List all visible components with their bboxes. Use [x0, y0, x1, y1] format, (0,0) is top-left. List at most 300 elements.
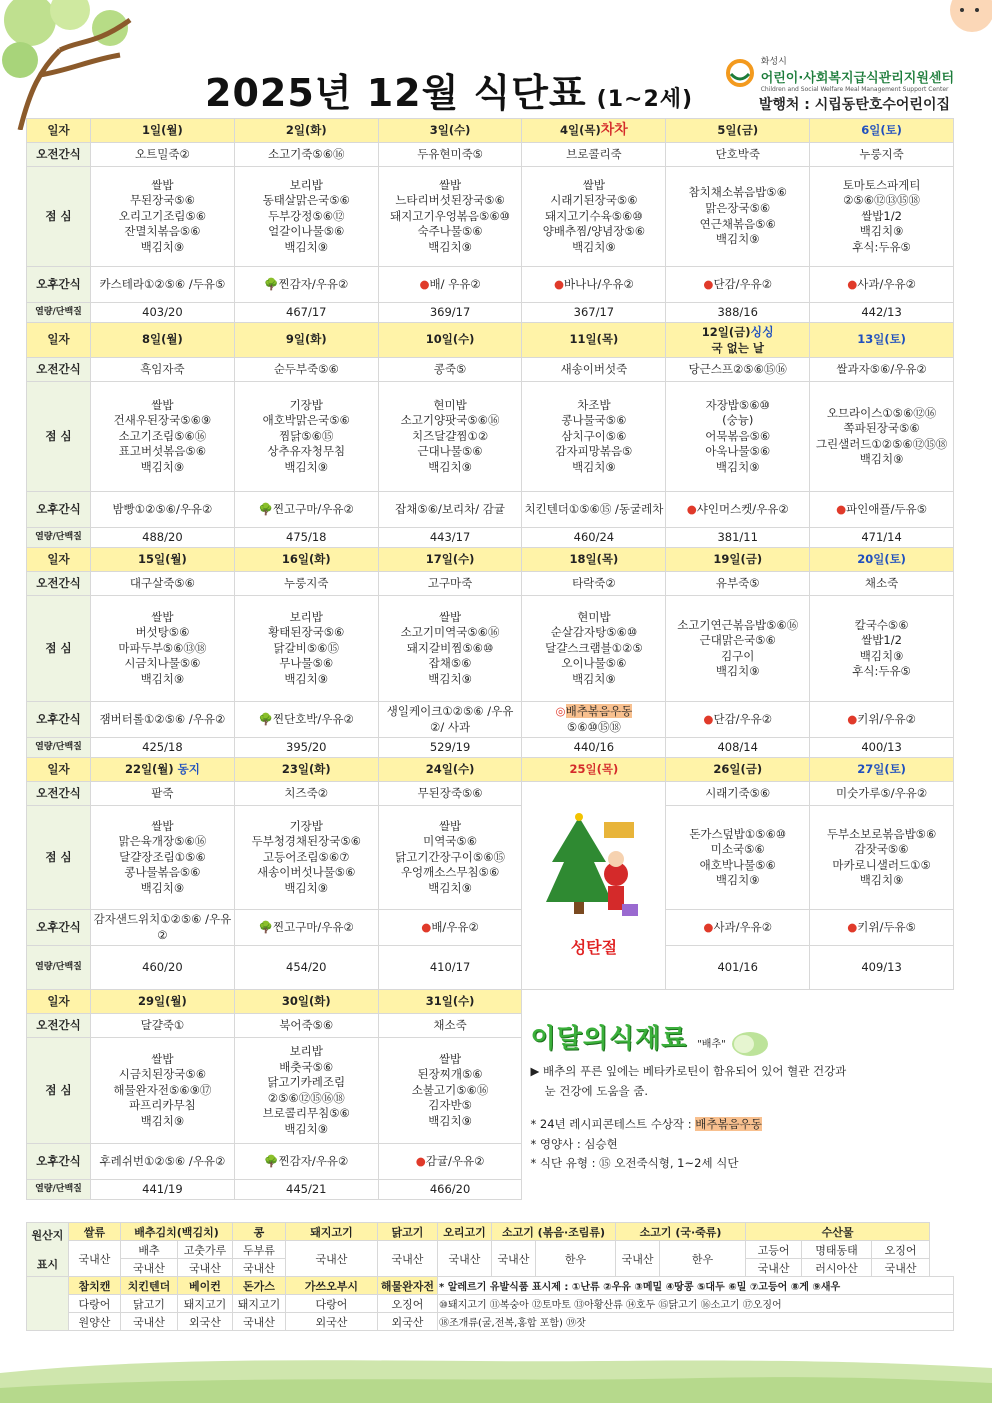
- energy-protein: 425/18: [91, 738, 235, 758]
- lunch-item: 맑은육개장⑤⑥⑯: [118, 834, 207, 849]
- lunch-item: 백김치⑨: [715, 232, 760, 247]
- lunch-item: 백김치⑨: [859, 648, 904, 663]
- lunch-item: 마파두부⑤⑥⑬⑱: [118, 640, 207, 655]
- day-date: 11일(목): [569, 332, 619, 347]
- origin-value: 외국산: [286, 1313, 378, 1331]
- lunch-menu: [234, 806, 378, 910]
- lunch-item: 브로콜리무침⑤⑥: [262, 1106, 350, 1121]
- lunch-item: 애호박맑은국⑤⑥: [262, 413, 350, 428]
- menu-table: [26, 118, 954, 1200]
- lunch-item: 감잣국⑤⑥: [854, 842, 909, 857]
- pm-snack-text: 찐고구마/우유②: [272, 501, 354, 516]
- am-snack: 고구마죽: [378, 572, 522, 596]
- origin-value: 국내산: [438, 1241, 492, 1277]
- day-date: 22일(월): [124, 761, 174, 776]
- lunch-item: 보리밥: [289, 177, 323, 192]
- lunch-item: 어묵볶음⑤⑥: [705, 428, 771, 443]
- no-soup-note: 국 없는 날: [711, 340, 764, 355]
- am-snack: 소고기죽⑤⑥⑯: [234, 143, 378, 167]
- pm-snack: [666, 267, 810, 303]
- lunch-item: 돼지갈비찜⑤⑥⑩: [406, 640, 494, 655]
- lunch-item: 백김치⑨: [428, 671, 472, 686]
- origin-table: [26, 1222, 954, 1331]
- lunch-item: 근대맑은국⑤⑥: [699, 633, 776, 648]
- day-header: [810, 758, 954, 782]
- energy-protein: 467/17: [234, 303, 378, 323]
- day-row: [27, 548, 954, 572]
- energy-protein: 381/11: [666, 528, 810, 548]
- lunch-item: 백김치⑨: [140, 671, 185, 686]
- am-snack: 팥죽: [91, 782, 235, 806]
- day-header: [378, 758, 522, 782]
- row-label: 열량/단백질: [27, 946, 91, 990]
- origin-value: 고춧가루: [178, 1241, 233, 1259]
- day-date: 31일(수): [425, 993, 475, 1008]
- pm-snack: [666, 910, 810, 946]
- energy-protein: 460/24: [522, 528, 666, 548]
- pm-snack: [810, 492, 954, 528]
- menu-type: * 식단 유형 : ⑮ 오전죽식형, 1~2세 식단: [530, 1156, 739, 1171]
- day-header: [810, 119, 954, 143]
- lunch-item: 보리밥: [289, 609, 323, 624]
- day-header: [234, 119, 378, 143]
- energy-protein: 367/17: [522, 303, 666, 323]
- lunch-item: 두부청경채된장국⑤⑥: [251, 834, 361, 849]
- lunch-item: 오이나물⑤⑥: [561, 656, 627, 671]
- day-header: [810, 323, 954, 358]
- origin-value: 국내산: [378, 1241, 438, 1277]
- pm-snack: [666, 492, 810, 528]
- lunch-menu: [810, 806, 954, 910]
- lunch-item: 백김치⑨: [284, 459, 329, 474]
- lunch-menu: [91, 1038, 235, 1144]
- lunch-item: 연근채볶음⑤⑥: [699, 216, 776, 231]
- lunch-row: [27, 596, 954, 702]
- lunch-item: 달걀장조림①⑤⑥: [119, 849, 206, 864]
- origin-head: 소고기 (볶음·조림류): [492, 1223, 616, 1241]
- lunch-item: 백김치⑨: [715, 664, 760, 679]
- origin-side1: 원산지: [31, 1229, 64, 1242]
- fruit-icon: ●: [847, 711, 858, 726]
- row-label: 일자: [27, 548, 91, 572]
- energy-protein: 466/20: [378, 1180, 522, 1200]
- origin-value: 국내산: [121, 1259, 178, 1277]
- day-header: [666, 990, 810, 1014]
- lunch-item: ②⑤⑥⑫⑮⑯⑱: [267, 1090, 345, 1105]
- origin-value: 국내산: [233, 1313, 286, 1331]
- pm-snack-text: 키위/두유⑤: [857, 919, 916, 934]
- day-header: [234, 323, 378, 358]
- row-label: 오후간식: [27, 702, 91, 738]
- fruit-icon: ●: [847, 276, 858, 291]
- pm-snack: [810, 267, 954, 303]
- row-label: 일자: [27, 323, 91, 358]
- allergy-note: ⑩돼지고기 ⑪복숭아 ⑫토마토 ⑬아황산류 ⑭호두 ⑮닭고기 ⑯소고기 ⑰오징어: [438, 1295, 954, 1313]
- energy-protein: 409/13: [810, 946, 954, 990]
- origin-value: 국내산: [492, 1241, 536, 1277]
- row-label: 열량/단백질: [27, 1180, 91, 1200]
- row-label: 점 심: [27, 167, 91, 267]
- origin-side2: 표시: [36, 1258, 59, 1271]
- am-snack: 무된장죽⑤⑥: [378, 782, 522, 806]
- day-header: [666, 548, 810, 572]
- day-header: [378, 119, 522, 143]
- award-line: [530, 1115, 951, 1135]
- broccoli-icon: 🌳: [258, 919, 273, 934]
- pm-snack-text: 치킨텐더①⑤⑥⑮ /동굴레차: [524, 501, 664, 516]
- am-snack: 달걀죽①: [91, 1014, 235, 1038]
- lunch-item: 차조밥: [577, 397, 611, 412]
- pm-snack: [378, 910, 522, 946]
- award-prefix: * 24년 레시피콘테스트 수상작 :: [530, 1117, 696, 1132]
- origin-head: 치킨텐더: [121, 1277, 178, 1295]
- lunch-item: 돈가스덮밥①⑤⑥⑩: [689, 826, 787, 841]
- day-date: 27일(토): [857, 761, 906, 776]
- day-date: 1일(월): [142, 122, 183, 137]
- day-row: [27, 119, 954, 143]
- lunch-item: 백김치⑨: [859, 873, 904, 888]
- origin-head: 쌀류: [69, 1223, 121, 1241]
- lunch-item: 쌀밥: [151, 397, 174, 412]
- day-header: [91, 323, 235, 358]
- energy-protein: 443/17: [378, 528, 522, 548]
- day-date: 12일(금): [701, 325, 751, 339]
- lunch-item: 쪽파된장국⑤⑥: [843, 421, 920, 436]
- day-header: [522, 323, 666, 358]
- lunch-item: 백김치⑨: [284, 671, 329, 686]
- lunch-item: 현미밥: [433, 397, 467, 412]
- row-label: 점 심: [27, 596, 91, 702]
- pm-snack-text: 감자샌드위치①②⑤⑥ /우유②: [93, 912, 232, 942]
- pm-snack: [378, 702, 522, 738]
- pm-snack-text: 잡채⑤⑥/보리차/ 감귤: [395, 501, 505, 516]
- row-label: 열량/단백질: [27, 303, 91, 323]
- lunch-item: 무된장국⑤⑥: [129, 193, 195, 208]
- day-header: [810, 990, 954, 1014]
- pm-snack-text: 배/우유②: [431, 919, 479, 934]
- day-header: [666, 323, 810, 358]
- holiday-label: 성탄절: [570, 937, 618, 957]
- lunch-item: 칼국수⑤⑥: [854, 617, 909, 632]
- day-date: 17일(수): [425, 551, 475, 566]
- origin-value: 한우: [660, 1241, 746, 1277]
- fruit-icon: ●: [847, 919, 858, 934]
- day-date: 18일(목): [569, 551, 619, 566]
- lunch-item: 새송이버섯나물⑤⑥: [257, 865, 356, 880]
- origin-value: 러시아산: [802, 1259, 872, 1277]
- am-snack-row: [27, 358, 954, 382]
- monthly-ingredient-panel: [522, 1014, 954, 1200]
- lunch-item: 애호박나물⑤⑥: [699, 857, 776, 872]
- am-snack: 누룽지죽: [234, 572, 378, 596]
- header: [0, 50, 992, 120]
- day-date: 3일(수): [429, 122, 471, 137]
- origin-value: 명태동태: [802, 1241, 872, 1259]
- origin-value: 두부류: [233, 1241, 286, 1259]
- lunch-menu: [91, 167, 235, 267]
- lunch-item: 상추유자청무침: [267, 444, 346, 459]
- pm-snack-text: 샤인머스켓/우유②: [696, 501, 789, 516]
- lunch-item: 쌀밥: [151, 609, 174, 624]
- energy-protein: 395/20: [234, 738, 378, 758]
- ingredient-title: 이달의식재료: [530, 1023, 688, 1054]
- lunch-item: 참치채소볶음밥⑤⑥: [688, 185, 787, 200]
- org-city: 화성시: [760, 57, 787, 67]
- lunch-item: 돼지고기수육⑤⑥⑩: [545, 208, 643, 223]
- energy-protein: 488/20: [91, 528, 235, 548]
- day-header: [522, 758, 666, 782]
- lunch-item: 닭고기카레조림: [267, 1075, 346, 1090]
- lunch-item: 버섯탕⑤⑥: [135, 625, 190, 640]
- pm-snack-row: [27, 267, 954, 303]
- broccoli-icon: 🌳: [258, 501, 273, 516]
- lunch-item: 쌀밥: [151, 177, 174, 192]
- row-label: 점 심: [27, 806, 91, 910]
- origin-value: 외국산: [178, 1313, 233, 1331]
- lunch-item: 백김치⑨: [428, 239, 472, 254]
- lunch-item: 감자피망볶음⑤: [555, 444, 633, 459]
- lunch-item: 소고기연근볶음밥⑤⑥⑯: [677, 617, 799, 632]
- lunch-item: 쌀밥1/2: [861, 633, 902, 648]
- lunch-item: 우엉깨소스무침⑤⑥: [400, 865, 500, 880]
- am-snack: 시래기죽⑤⑥: [666, 782, 810, 806]
- am-snack: 브로콜리죽: [522, 143, 666, 167]
- lunch-item: 백김치⑨: [572, 671, 616, 686]
- lunch-menu: [666, 382, 810, 492]
- energy-protein: 440/16: [522, 738, 666, 758]
- am-snack: 콩죽⑤: [378, 358, 522, 382]
- row-label: 일자: [27, 119, 91, 143]
- origin-head: 가쓰오부시: [286, 1277, 378, 1295]
- pm-snack-text: 사과/우유②: [857, 276, 916, 291]
- lunch-menu: [234, 167, 378, 267]
- energy-protein: 529/19: [378, 738, 522, 758]
- pm-snack-text: 키위/우유②: [857, 711, 916, 726]
- dietitian: * 영양사 : 심승현: [530, 1136, 618, 1151]
- energy-row: [27, 303, 954, 323]
- energy-row: [27, 528, 954, 548]
- lunch-item: 백김치⑨: [140, 459, 185, 474]
- lunch-menu: [666, 167, 810, 267]
- am-snack-row: [27, 572, 954, 596]
- pm-snack: [91, 1144, 235, 1180]
- pm-snack-text: 단감/우유②: [713, 276, 773, 291]
- pm-snack: [91, 267, 235, 303]
- lunch-item: 후식:두유⑤: [852, 664, 911, 679]
- pm-snack-text: 생일케이크①②⑤⑥ /우유②/ 사과: [386, 704, 514, 734]
- am-snack: 채소죽: [378, 1014, 522, 1038]
- day-header: [378, 990, 522, 1014]
- pm-snack-text: 잼버터롤①②⑤⑥ /우유②: [99, 711, 226, 726]
- day-header: [810, 548, 954, 572]
- lunch-item: 배춧국⑤⑥: [279, 1059, 334, 1074]
- pm-snack-text: 찐단호박/우유②: [272, 711, 354, 726]
- origin-head: 수산물: [746, 1223, 930, 1241]
- day-header: [91, 758, 235, 782]
- day-header: [522, 119, 666, 143]
- origin-value: 국내산: [233, 1259, 286, 1277]
- day-date: 30일(화): [281, 993, 331, 1008]
- lunch-item: 백김치⑨: [859, 224, 904, 239]
- lunch-item: 닭고기간장구이⑤⑥⑮: [395, 849, 506, 864]
- lunch-menu: [378, 1038, 522, 1144]
- lunch-menu: [91, 806, 235, 910]
- row-label: 오후간식: [27, 267, 91, 303]
- lunch-item: 건새우된장국⑤⑥⑨: [113, 413, 212, 428]
- lunch-item: 소고기양팟국⑤⑥⑯: [400, 413, 500, 428]
- day-header: [234, 548, 378, 572]
- row-label: 일자: [27, 990, 91, 1014]
- fruit-icon: ●: [419, 276, 430, 291]
- day-header: [378, 323, 522, 358]
- row-label: 오후간식: [27, 910, 91, 946]
- am-snack: 오트밀죽②: [91, 143, 235, 167]
- lunch-item: 얼갈이나물⑤⑥: [268, 224, 345, 239]
- lunch-item: 아욱나물⑤⑥: [705, 444, 771, 459]
- am-snack-row: [27, 782, 954, 806]
- lunch-item: 해물완자전⑤⑥⑨⑰: [113, 1082, 212, 1097]
- fruit-icon: ●: [703, 919, 714, 934]
- energy-row: [27, 946, 954, 990]
- pm-snack: [234, 910, 378, 946]
- org-block: [723, 54, 954, 93]
- day-header: [91, 548, 235, 572]
- pm-snack: [522, 702, 666, 738]
- lunch-item: 쌀밥: [438, 609, 462, 624]
- pm-snack-text: 찐고구마/우유②: [272, 919, 354, 934]
- energy-protein: 460/20: [91, 946, 235, 990]
- am-snack: 순두부죽⑤⑥: [234, 358, 378, 382]
- lunch-item: 느타리버섯된장국⑤⑥: [395, 193, 505, 208]
- row-label: 오후간식: [27, 1144, 91, 1180]
- lunch-menu: [378, 382, 522, 492]
- lunch-item: 백김치⑨: [715, 873, 760, 888]
- origin-value: 다랑어: [69, 1295, 121, 1313]
- row-label: 오전간식: [27, 572, 91, 596]
- day-header: [91, 990, 235, 1014]
- pm-snack-text: 찐감자/우유②: [278, 276, 349, 291]
- origin-value: 오징어: [378, 1295, 438, 1313]
- lunch-menu: [234, 596, 378, 702]
- origin-value: 다랑어: [286, 1295, 378, 1313]
- lunch-item: 황태된장국⑤⑥: [268, 625, 345, 640]
- lunch-item: 쌀밥: [438, 177, 462, 192]
- origin-head: 해물완자전: [378, 1277, 438, 1295]
- pm-snack: [91, 492, 235, 528]
- pm-snack: [234, 1144, 378, 1180]
- lunch-item: 백김치⑨: [140, 880, 185, 895]
- lunch-menu: [378, 806, 522, 910]
- lunch-item: 백김치⑨: [572, 239, 616, 254]
- cabbage-icon: [730, 1028, 770, 1058]
- day-header: [666, 758, 810, 782]
- pm-snack-text: 배/ 우유②: [429, 276, 481, 291]
- am-snack: 미숫가루⑤/우유②: [810, 782, 954, 806]
- lunch-menu: [666, 596, 810, 702]
- pm-snack: [234, 267, 378, 303]
- origin-head: 돈가스: [233, 1277, 286, 1295]
- am-snack: 치즈죽②: [234, 782, 378, 806]
- lunch-item: 백김치⑨: [572, 459, 616, 474]
- origin-value: 닭고기: [121, 1295, 178, 1313]
- tea-day-badge: 차차: [600, 122, 628, 139]
- lunch-item: 돼지고기우엉볶음⑤⑥⑩: [390, 208, 510, 223]
- lunch-menu: [522, 382, 666, 492]
- fruit-icon: ●: [836, 501, 847, 516]
- lunch-item: 잡채⑤⑥: [428, 656, 472, 671]
- lunch-item: 쌀밥: [151, 818, 174, 833]
- lunch-item: 숙주나물⑤⑥: [417, 224, 483, 239]
- ingredient-title-row: [530, 1022, 951, 1059]
- origin-head: 닭고기: [378, 1223, 438, 1241]
- am-snack: 당근스프②⑤⑥⑮⑯: [666, 358, 810, 382]
- energy-protein: 369/17: [378, 303, 522, 323]
- lunch-item: 무나물⑤⑥: [279, 656, 334, 671]
- energy-protein: 400/13: [810, 738, 954, 758]
- energy-protein: 442/13: [810, 303, 954, 323]
- lunch-menu: [378, 167, 522, 267]
- day-date: 13일(토): [857, 332, 906, 347]
- lunch-menu: [522, 167, 666, 267]
- lunch-row: [27, 167, 954, 267]
- org-logo-icon: [723, 58, 757, 88]
- lunch-menu: [810, 382, 954, 492]
- origin-value: 한우: [536, 1241, 616, 1277]
- pm-snack-text: 찐감자/우유②: [278, 1153, 349, 1168]
- pm-snack: [810, 702, 954, 738]
- pm-snack-text: 후레쉬번①②⑤⑥ /우유②: [99, 1153, 226, 1168]
- lunch-item: 후식:두유⑤: [852, 239, 911, 254]
- pm-snack-row: [27, 910, 954, 946]
- energy-protein: 410/17: [378, 946, 522, 990]
- energy-row: [27, 738, 954, 758]
- day-date: 5일(금): [717, 122, 759, 137]
- title-age: (1~2세): [596, 87, 694, 112]
- day-header: [666, 119, 810, 143]
- day-header: [522, 990, 666, 1014]
- day-date: 4일(목): [560, 123, 601, 138]
- am-snack: 두유현미죽⑤: [378, 143, 522, 167]
- row-label: 오전간식: [27, 143, 91, 167]
- lunch-menu: [234, 1038, 378, 1144]
- origin-head: 참치캔: [69, 1277, 121, 1295]
- am-snack-row: [27, 143, 954, 167]
- energy-protein: 454/20: [234, 946, 378, 990]
- org-name: 어린이·사회복지급식관리지원센터: [760, 71, 954, 86]
- page-title: [205, 62, 693, 117]
- day-date: 15일(월): [138, 551, 187, 566]
- org-eng: Children and Social Welfare Meal Management Support Center: [760, 86, 949, 93]
- lunch-item: 시래기된장국⑤⑥: [550, 193, 638, 208]
- pm-snack-text: 카스테라①②⑤⑥ /두유⑤: [99, 276, 226, 291]
- origin-value: 돼지고기: [233, 1295, 286, 1313]
- energy-protein: 441/19: [91, 1180, 235, 1200]
- fruit-icon: ●: [554, 276, 565, 291]
- lunch-item: 쌀밥: [438, 818, 462, 833]
- fruit-icon: ●: [686, 501, 697, 516]
- award-dish: 배추볶음우동: [695, 1117, 762, 1132]
- day-header: [91, 119, 235, 143]
- lunch-item: 근대나물⑤⑥: [417, 444, 483, 459]
- grass-decoration: [0, 1333, 992, 1403]
- row-label: 오전간식: [27, 358, 91, 382]
- day-header: [522, 548, 666, 572]
- lunch-item: 쌀밥: [151, 1051, 174, 1066]
- energy-protein: 388/16: [666, 303, 810, 323]
- origin-head: 돼지고기: [286, 1223, 378, 1241]
- energy-protein: 403/20: [91, 303, 235, 323]
- lunch-item: 두부소보로볶음밥⑤⑥: [826, 826, 937, 841]
